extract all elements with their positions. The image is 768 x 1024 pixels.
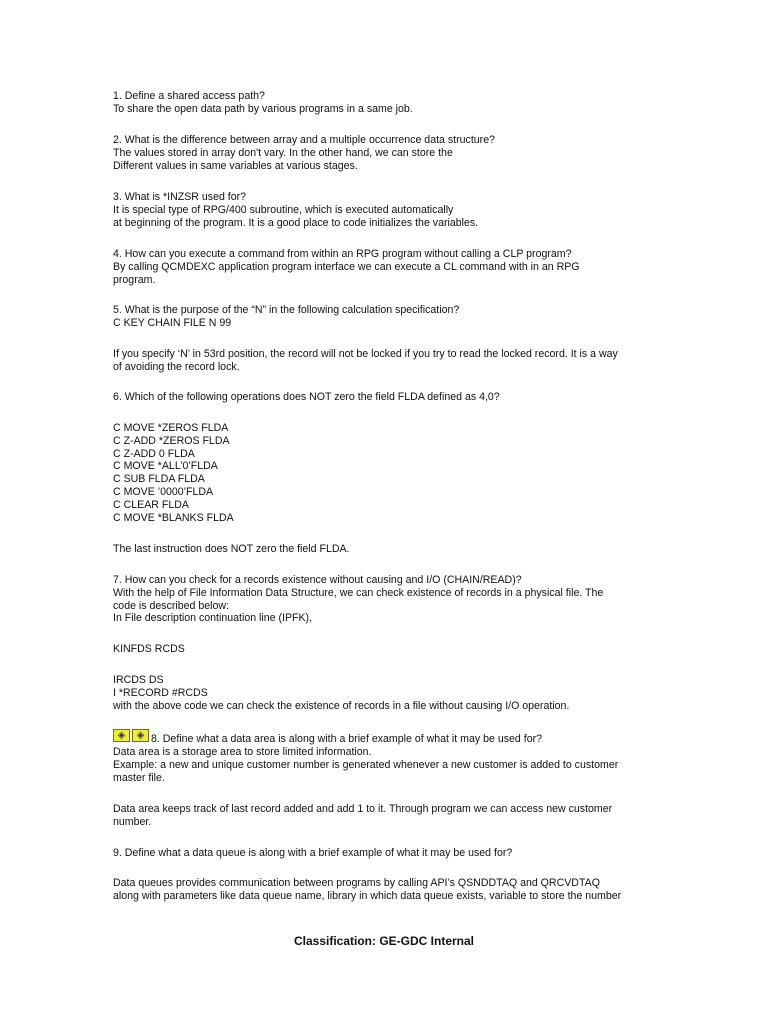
q9-answer-line: Data queues provides communication between programs by calling API’s QSNDDTAQ and QRCVDTAQ	[113, 877, 600, 889]
q9-answer-line: along with parameters like data queue name, library in which data queue exists, variable to store the number	[113, 890, 622, 902]
q2-answer-line: Different values in same variables at various stages.	[113, 160, 358, 172]
note-icon[interactable]: ◈	[132, 729, 149, 742]
classification-footer: Classification: GE-GDC Internal	[293, 934, 475, 948]
q6-code-line: C CLEAR FLDA	[113, 499, 189, 511]
q4-question: 4. How can you execute a command from within an RPG program without calling a CLP program?	[113, 248, 572, 260]
q7-answer-line: with the above code we can check the existence of records in a file without causing I/O operation.	[113, 700, 570, 712]
q7-code-line: KINFDS RCDS	[113, 643, 185, 655]
q4-answer-line: By calling QCMDEXC application program interface we can execute a CL command with in an RPG	[113, 261, 580, 273]
q6-question: 6. Which of the following operations does NOT zero the field FLDA defined as 4,0?	[113, 391, 500, 403]
q8-answer-line: number.	[113, 816, 152, 828]
q6-code-line: C SUB FLDA FLDA	[113, 473, 205, 485]
q6-answer: The last instruction does NOT zero the field FLDA.	[113, 543, 350, 555]
q9-question: 9. Define what a data queue is along with a brief example of what it may be used for?	[113, 847, 513, 859]
q7-code-line: I *RECORD #RCDS	[113, 687, 208, 699]
q6-code-line: C MOVE ’0000’FLDA	[113, 486, 214, 498]
q7-question: 7. How can you check for a records existence without causing and I/O (CHAIN/READ)?	[113, 574, 522, 586]
q3-answer-line: It is special type of RPG/400 subroutine, which is executed automatically	[113, 204, 454, 216]
note-icon[interactable]: ◈	[113, 729, 130, 742]
q6-code-line: C MOVE *ALL’0’FLDA	[113, 460, 218, 472]
q8-question: 8. Define what a data area is along with a brief example of what it may be used for?	[151, 733, 543, 745]
q3-question: 3. What is *INZSR used for?	[113, 191, 247, 203]
q1-question: 1. Define a shared access path?	[113, 90, 265, 102]
q5-code: C KEY CHAIN FILE N 99	[113, 317, 232, 329]
q2-answer-line: The values stored in array don't vary. In the other hand, we can store the	[113, 147, 453, 159]
comment-markers[interactable]	[113, 729, 151, 743]
q3-answer-line: at beginning of the program. It is a good place to code initializes the variables.	[113, 217, 479, 229]
q8-answer-line: Example: a new and unique customer number is generated whenever a new customer is added to customer	[113, 759, 619, 771]
q6-code-line: C Z-ADD *ZEROS FLDA	[113, 435, 230, 447]
q8-answer-line: Data area keeps track of last record added and add 1 to it. Through program we can access new customer	[113, 803, 613, 815]
q5-answer-line: of avoiding the record lock.	[113, 361, 240, 373]
q6-code-line: C MOVE *BLANKS FLDA	[113, 512, 234, 524]
q4-answer-line: program.	[113, 274, 156, 286]
q2-question: 2. What is the difference between array and a multiple occurrence data structure?	[113, 134, 495, 146]
q7-answer-line: code is described below:	[113, 600, 230, 612]
q5-question: 5. What is the purpose of the “N” in the following calculation specification?	[113, 304, 460, 316]
q8-answer-line: Data area is a storage area to store limited information.	[113, 746, 372, 758]
q6-code-line: C MOVE *ZEROS FLDA	[113, 422, 229, 434]
q6-code-line: C Z-ADD 0 FLDA	[113, 448, 195, 460]
q7-answer-line: In File description continuation line (IPFK),	[113, 612, 313, 624]
q8-answer-line: master file.	[113, 772, 165, 784]
q1-answer: To share the open data path by various programs in a same job.	[113, 103, 413, 115]
q5-answer-line: If you specify ‘N’ in 53rd position, the record will not be locked if you try to read the locked record. It is a way	[113, 348, 618, 360]
q7-answer-line: With the help of File Information Data Structure, we can check existence of records in a physical file. The	[113, 587, 604, 599]
q7-code-line: IRCDS DS	[113, 674, 164, 686]
